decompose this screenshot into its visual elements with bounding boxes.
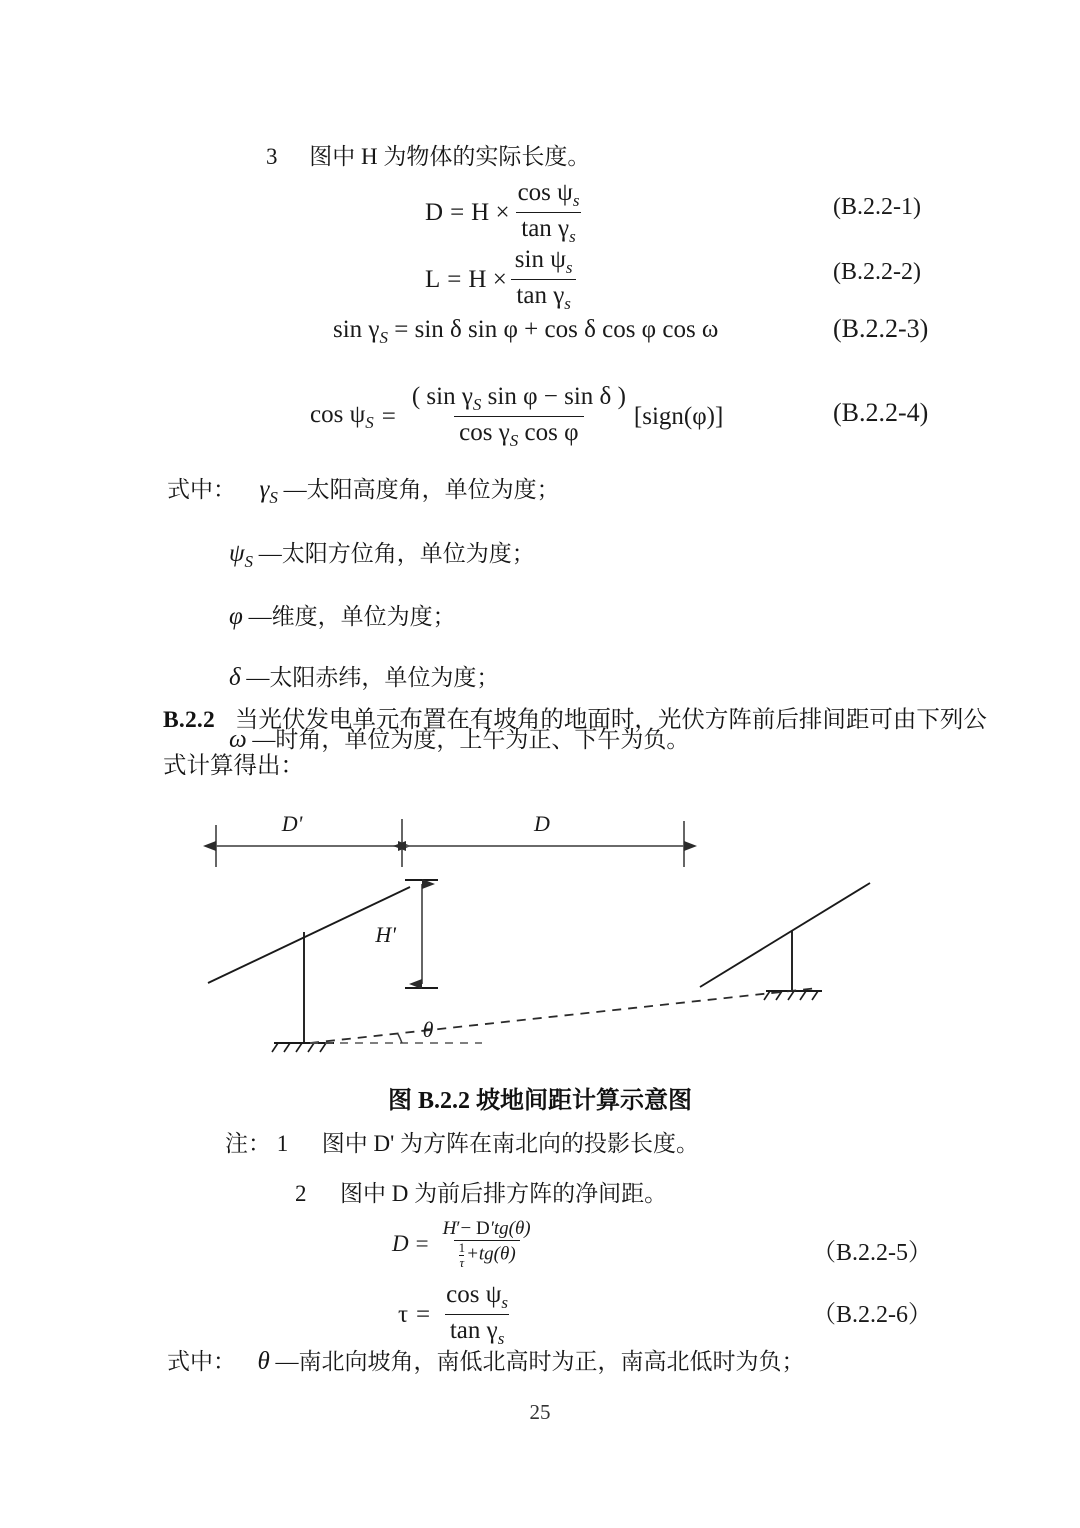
where-row — [167, 466, 689, 514]
where-label: 式中： — [167, 1349, 236, 1374]
fraction-denominator: $\tan \gamma_s$ — [445, 1314, 509, 1349]
where-definition: —时角，单位为度，上午为正、下午为负。 — [252, 726, 690, 752]
h-prime-dimension — [374, 880, 438, 988]
equation-b224 — [310, 382, 723, 451]
fraction-numerator: ( $\sin \gamma_S$ sin φ − sin δ ) — [411, 383, 626, 414]
clause-text-2: 式计算得出： — [163, 752, 304, 779]
figure-note-row-1 — [225, 1122, 699, 1166]
equation-lhs: D — [425, 198, 444, 226]
where-definition: —南北向坡角，南低北高时为正，南高北低时为负； — [275, 1349, 805, 1374]
label-d: D — [534, 811, 550, 836]
note-index: 3 — [266, 144, 278, 169]
equation-factor: H × — [471, 198, 510, 226]
figure-note-row-2 — [295, 1172, 699, 1216]
equation-b222 — [425, 245, 581, 314]
clause-number: B.2.2 — [163, 707, 215, 733]
clause-text-1: 当光伏发电单元布置在有坡角的地面时，光伏方阵前后排间距可由下列公 — [234, 707, 987, 733]
equation-lhs: L — [425, 265, 441, 293]
label-theta: θ — [422, 1017, 434, 1042]
fraction-denominator: $\cos \gamma_S$ cos φ — [454, 416, 583, 451]
equation-tag-b221: (B.2.2-1) — [833, 194, 921, 220]
figure-note-index: 2 — [295, 1180, 307, 1206]
where-row — [229, 593, 689, 641]
figure-notes — [225, 1122, 699, 1215]
fraction — [407, 382, 631, 451]
fraction-denominator: $\frac{1}{\tau}$ +tg(θ) — [454, 1240, 520, 1269]
fraction-denominator: $\tan \gamma_s$ — [516, 212, 580, 247]
where-symbol: ω — [229, 725, 247, 753]
equation-tag-b225: （B.2.2-5） — [812, 1240, 932, 1266]
clause-line-1 — [163, 698, 987, 744]
equation-factor: H × — [468, 265, 507, 293]
where-label: 式中： — [167, 477, 236, 502]
equals-sign: = — [381, 402, 396, 430]
label-h-prime: H' — [375, 922, 396, 947]
where-definition: —维度，单位为度； — [248, 603, 456, 629]
where-symbol: θ — [257, 1348, 270, 1375]
pv-panel-right — [700, 883, 870, 987]
equation-b225 — [392, 1218, 538, 1270]
equation-tag-b222: (B.2.2-2) — [833, 259, 921, 285]
figure-notes-label: 注： — [225, 1131, 271, 1156]
equals-sign: = — [415, 1230, 429, 1256]
equals-sign: = — [447, 265, 462, 293]
figure-note-text: 图中 D 为前后排方阵的净间距。 — [340, 1180, 668, 1206]
figure-slope-spacing-diagram — [170, 795, 930, 1075]
figure-note-index: 1 — [276, 1131, 289, 1156]
fraction-numerator: $\cos \psi_s$ — [517, 179, 580, 210]
theta-angle-arc — [398, 1034, 402, 1043]
fraction — [513, 178, 585, 247]
slope-line — [310, 988, 818, 1043]
figure-note-text: 图中 D' 为方阵在南北向的投影长度。 — [321, 1131, 700, 1156]
where-row — [229, 530, 689, 578]
equation-lhs: τ — [398, 1300, 409, 1328]
fraction — [510, 245, 578, 314]
clause-b22 — [163, 698, 987, 790]
where-symbol: $\psi_S$ — [229, 540, 254, 572]
label-d-prime: D' — [281, 811, 303, 836]
note-item-3 — [266, 135, 590, 179]
equation-lhs: $\cos \psi_S$ — [310, 400, 374, 432]
fraction-numerator: $\sin \psi_s$ — [514, 246, 573, 277]
equation-tag-b224: (B.2.2-4) — [833, 398, 929, 427]
where-definition: —太阳高度角，单位为度； — [283, 477, 560, 502]
where-symbol: $\gamma_S$ — [259, 476, 278, 507]
page-number: 25 — [529, 1400, 551, 1424]
equation-lhs: D — [392, 1230, 409, 1256]
fraction-denominator: $\tan \gamma_s$ — [511, 279, 575, 314]
equals-sign: = — [416, 1300, 431, 1328]
equation-suffix: [sign(φ)] — [633, 402, 724, 430]
fraction — [439, 1218, 535, 1270]
figure-caption: 图 B.2.2 坡地间距计算示意图 — [387, 1088, 692, 1114]
where-row — [229, 654, 689, 702]
equation-b221 — [425, 178, 587, 247]
ground-left — [272, 1043, 334, 1052]
equation-expression: $\sin \gamma_S = \sin \delta$ sin φ + cos δ cos φ cos ω — [333, 316, 719, 347]
equation-tag-b223: (B.2.2-3) — [833, 314, 929, 343]
equals-sign: = — [450, 198, 465, 226]
where-definition: —太阳赤纬，单位为度； — [246, 665, 500, 691]
equation-b223 — [333, 316, 718, 348]
equation-tag-b226: （B.2.2-6） — [812, 1302, 932, 1328]
where-symbol: δ — [229, 664, 241, 692]
inner-fraction: $\frac{1}{\tau}$ — [458, 1240, 466, 1271]
where-definition: —太阳方位角，单位为度； — [258, 541, 535, 567]
fraction-numerator: $\cos \psi_s$ — [446, 1281, 509, 1312]
where-symbol: φ — [229, 602, 243, 630]
note-text: 图中 H 为物体的实际长度。 — [309, 144, 591, 169]
clause-line-2 — [163, 744, 953, 790]
fraction-numerator: H′− D′tg(θ) — [442, 1218, 531, 1239]
where-block-2 — [167, 1338, 805, 1386]
